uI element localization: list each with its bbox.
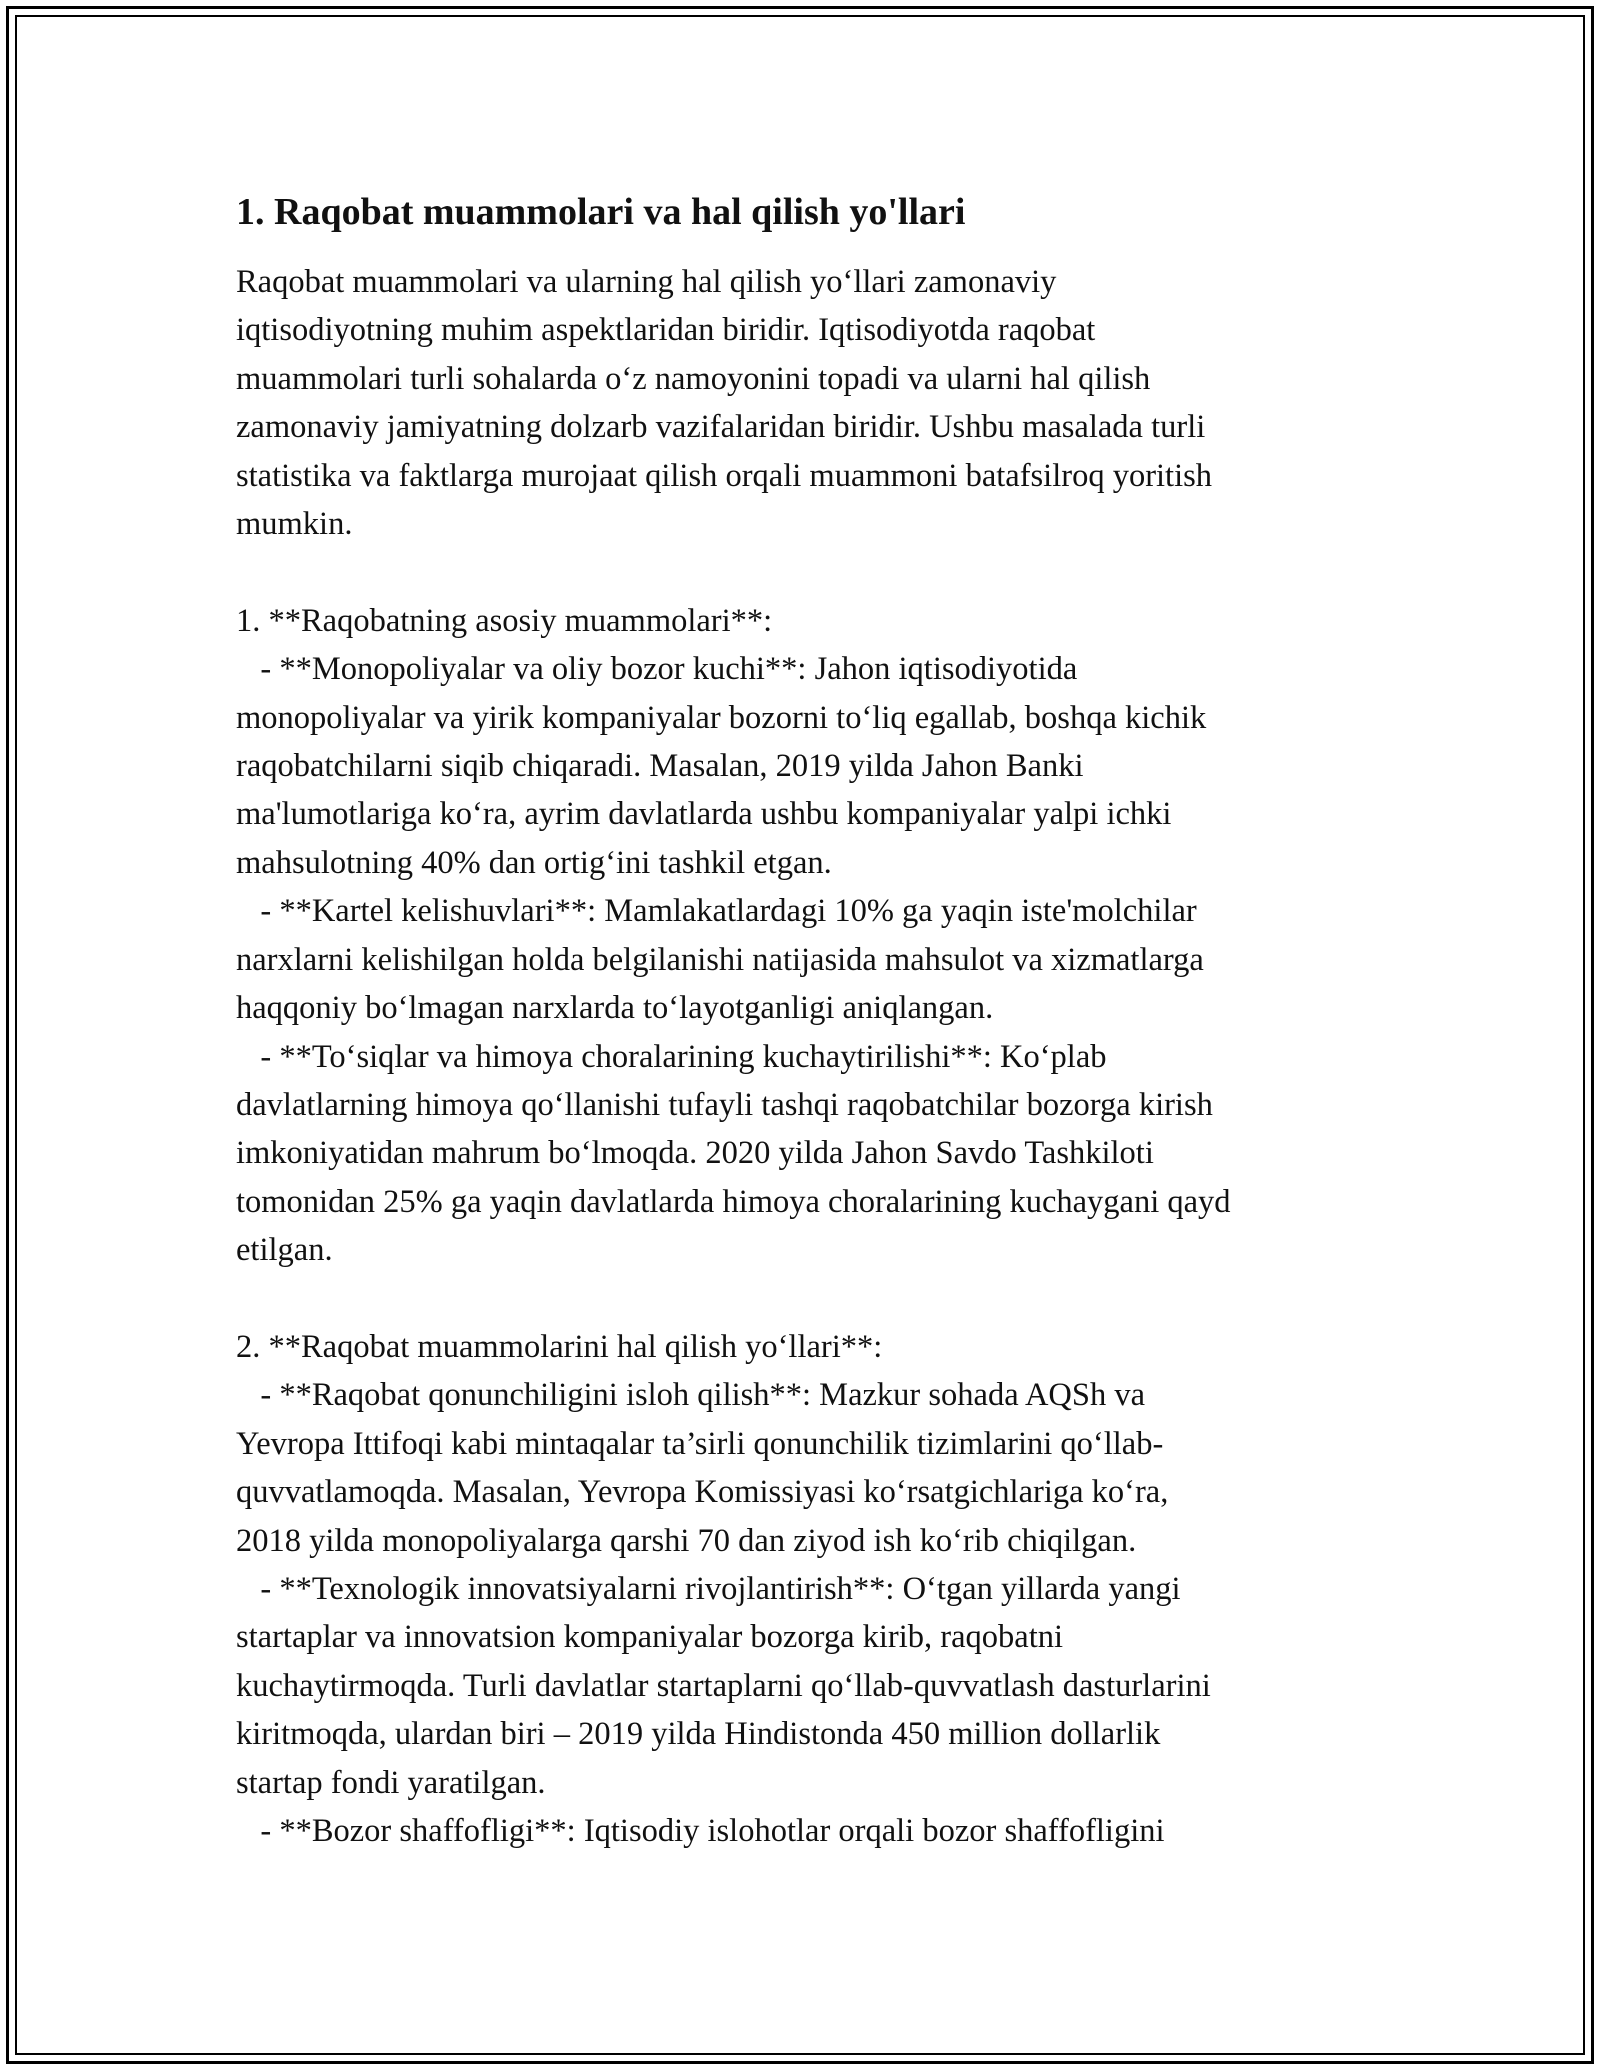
- document-heading: 1. Raqobat muammolari va hal qilish yo'llari: [236, 191, 966, 233]
- blank-line: [236, 548, 1372, 596]
- section-1-item-monopoly: - **Monopoliyalar va oliy bozor kuchi**: Jahon iqtisodiyotida monopoliyalar va yirik kompaniyalar bozorni to‘liq egallab, boshqa kichik raqobatchilarni siqib chiqaradi. Masalan, 2019 yilda Jahon Banki ma'lumotlariga ko‘ra, ayrim davlatlarda ushbu kompaniyalar yalpi ichki mahsulotning 40% dan ortig‘ini tashkil etgan.: [236, 651, 1207, 881]
- blank-line: [236, 1275, 1372, 1323]
- section-1-item-cartel: - **Kartel kelishuvlari**: Mamlakatlardagi 10% ga yaqin iste'molchilar narxlarni kelishilgan holda belgilanishi natijasida mahsulot va xizmatlarga haqqoniy bo‘lmagan narxlarda to‘layotganligi aniqlangan.: [236, 893, 1204, 1027]
- section-2-heading: 2. **Raqobat muammolarini hal qilish yo‘llari**:: [236, 1328, 883, 1365]
- section-2-item-law-reform: - **Raqobat qonunchiligini isloh qilish**: Mazkur sohada AQSh va Yevropa Ittifoqi kabi mintaqalar ta’sirli qonunchilik tizimlarini qo‘llab- quvvatlamoqda. Masalan, Yevropa Komissiyasi ko‘rsatgichlariga ko‘ra, 2018 yilda monopoliyalarga qarshi 70 dan ziyod ish ko‘rib chiqilgan.: [236, 1377, 1169, 1559]
- section-2-item-transparency: - **Bozor shaffofligi**: Iqtisodiy islohotlar orqali bozor shaffofligini: [236, 1813, 1165, 1849]
- section-1-heading: 1. **Raqobatning asosiy muammolari**:: [236, 602, 773, 639]
- intro-paragraph: Raqobat muammolari va ularning hal qilish yo‘llari zamonaviy iqtisodiyotning muhim aspektlaridan biridir. Iqtisodiyotda raqobat muammolari turli sohalarda o‘z namoyonini topadi va ularni hal qilish zamonaviy jamiyatning dolzarb vazifalaridan biridir. Ushbu masalada turli statistika va faktlarga murojaat qilish orqali muammoni batafsilroq yoritish mumkin.: [236, 264, 1212, 543]
- document-page: [236, 188, 1372, 1855]
- section-2-item-innovation: - **Texnologik innovatsiyalarni rivojlantirish**: O‘tgan yillarda yangi startaplar va innovatsion kompaniyalar bozorga kirib, raqobatni kuchaytirmoqda. Turli davlatlar startaplarni qo‘llab-quvvatlash dasturlarini kiritmoqda, ulardan biri – 2019 yilda Hindistonda 450 million dollarlik startap fondi yaratilgan.: [236, 1570, 1211, 1801]
- document-body: [236, 258, 1372, 1855]
- section-1-item-barriers: - **To‘siqlar va himoya choralarining kuchaytirilishi**: Ko‘plab davlatlarning himoya qo‘llanishi tufayli tashqi raqobatchilar bozorga kirish imkoniyatidan mahrum bo‘lmoqda. 2020 yilda Jahon Savdo Tashkiloti tomonidan 25% ga yaqin davlatlarda himoya choralarining kuchaygani qayd etilgan.: [236, 1038, 1231, 1269]
